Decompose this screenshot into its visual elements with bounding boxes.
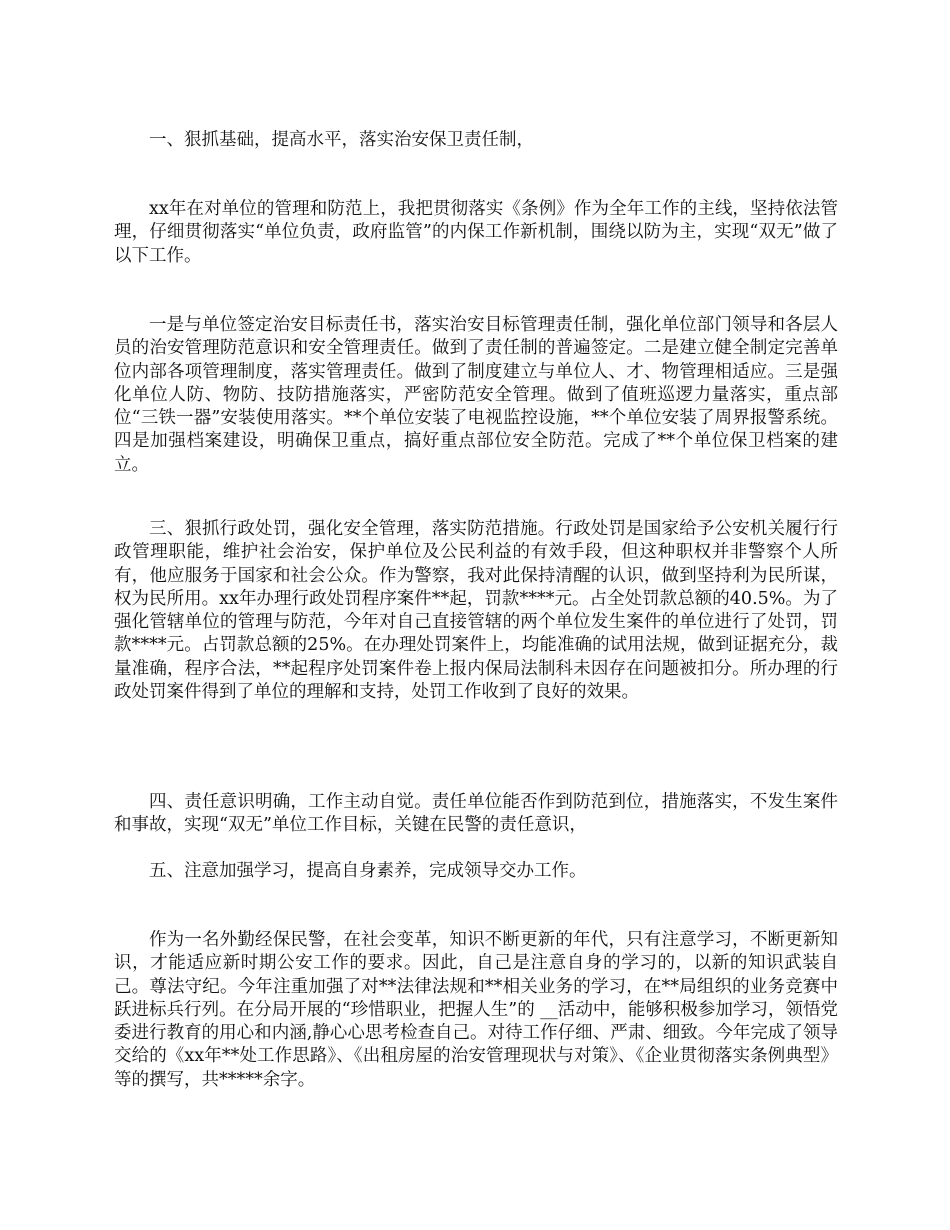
paragraph-7: 作为一名外勤经保民警，在社会变革，知识不断更新的年代，只有注意学习，不断更新知识，才能适应新时期公安工作的要求。因此，自己是注意自身的学习的，以新的知识武装自己。尊法守纪。今年注重加强了对**法律法规和**相关业务的学习，在**局组织的业务竞赛中跃进标兵行列。在分局开展的“珍惜职业，把握人生”的 __活动中，能够积极参加学习，领悟党委进行教育的用心和内涵,静心心思考检查自己。对待工作仔细、严肃、细致。今年完成了领导交给的《xx年**处工作思路》、《出租房屋的治安管理现状与对策》、《企业贯彻落实条例典型》等的撰写，共*****余字。 [114,930,838,1090]
paragraph-3: 一是与单位签定治安目标责任书，落实治安目标管理责任制，强化单位部门领导和各层人员的治安管理防范意识和安全管理责任。做到了责任制的普遍签定。二是建立健全制定完善单位内部各项管理制度，落实管理责任。做到了制度建立与单位人、才、物管理相适应。三是强化单位人防、物防、技防措施落实，严密防范安全管理。做到了值班巡逻力量落实，重点部位“三铁一器”安装使用落实。**个单位安装了电视监控设施，**个单位安装了周界报警系统。四是加强档案建设，明确保卫重点，搞好重点部位安全防范。完成了**个单位保卫档案的建立。 [114,315,838,475]
paragraph-4: 三、狠抓行政处罚，强化安全管理，落实防范措施。行政处罚是国家给予公安机关履行行政管理职能，维护社会治安，保护单位及公民利益的有效手段，但这种职权并非警察个人所有，他应服务于国家和社会公众。作为警察，我对此保持清醒的认识，做到坚持利为民所谋，权为民所用。xx年办理行政处罚程序案件**起，罚款****元。占全处罚款总额的40.5%。为了强化管辖单位的管理与防范，今年对自己直接管辖的两个单位发生案件的单位进行了处罚，罚款****元。占罚款总额的25%。在办理处罚案件上，均能准确的试用法规，做到证据充分，裁量准确，程序合法，**起程序处罚案件卷上报内保局法制科未因存在问题被扣分。所办理的行政处罚案件得到了单位的理解和支持，处罚工作收到了良好的效果。 [114,519,838,703]
paragraph-2: xx年在对单位的管理和防范上，我把贯彻落实《条例》作为全年工作的主线，坚持依法管理，仔细贯彻落实“单位负责，政府监管”的内保工作新机制，围绕以防为主，实现“双无”做了以下工作。 [114,199,838,266]
paragraph-1: 一、狠抓基础，提高水平，落实治安保卫责任制， [149,130,534,150]
paragraph-6: 五、注意加强学习，提高自身素养，完成领导交办工作。 [149,861,587,881]
paragraph-5: 四、责任意识明确，工作主动自觉。责任单位能否作到防范到位，措施落实，不发生案件和事故，实现“双无”单位工作目标，关键在民警的责任意识， [114,792,838,836]
